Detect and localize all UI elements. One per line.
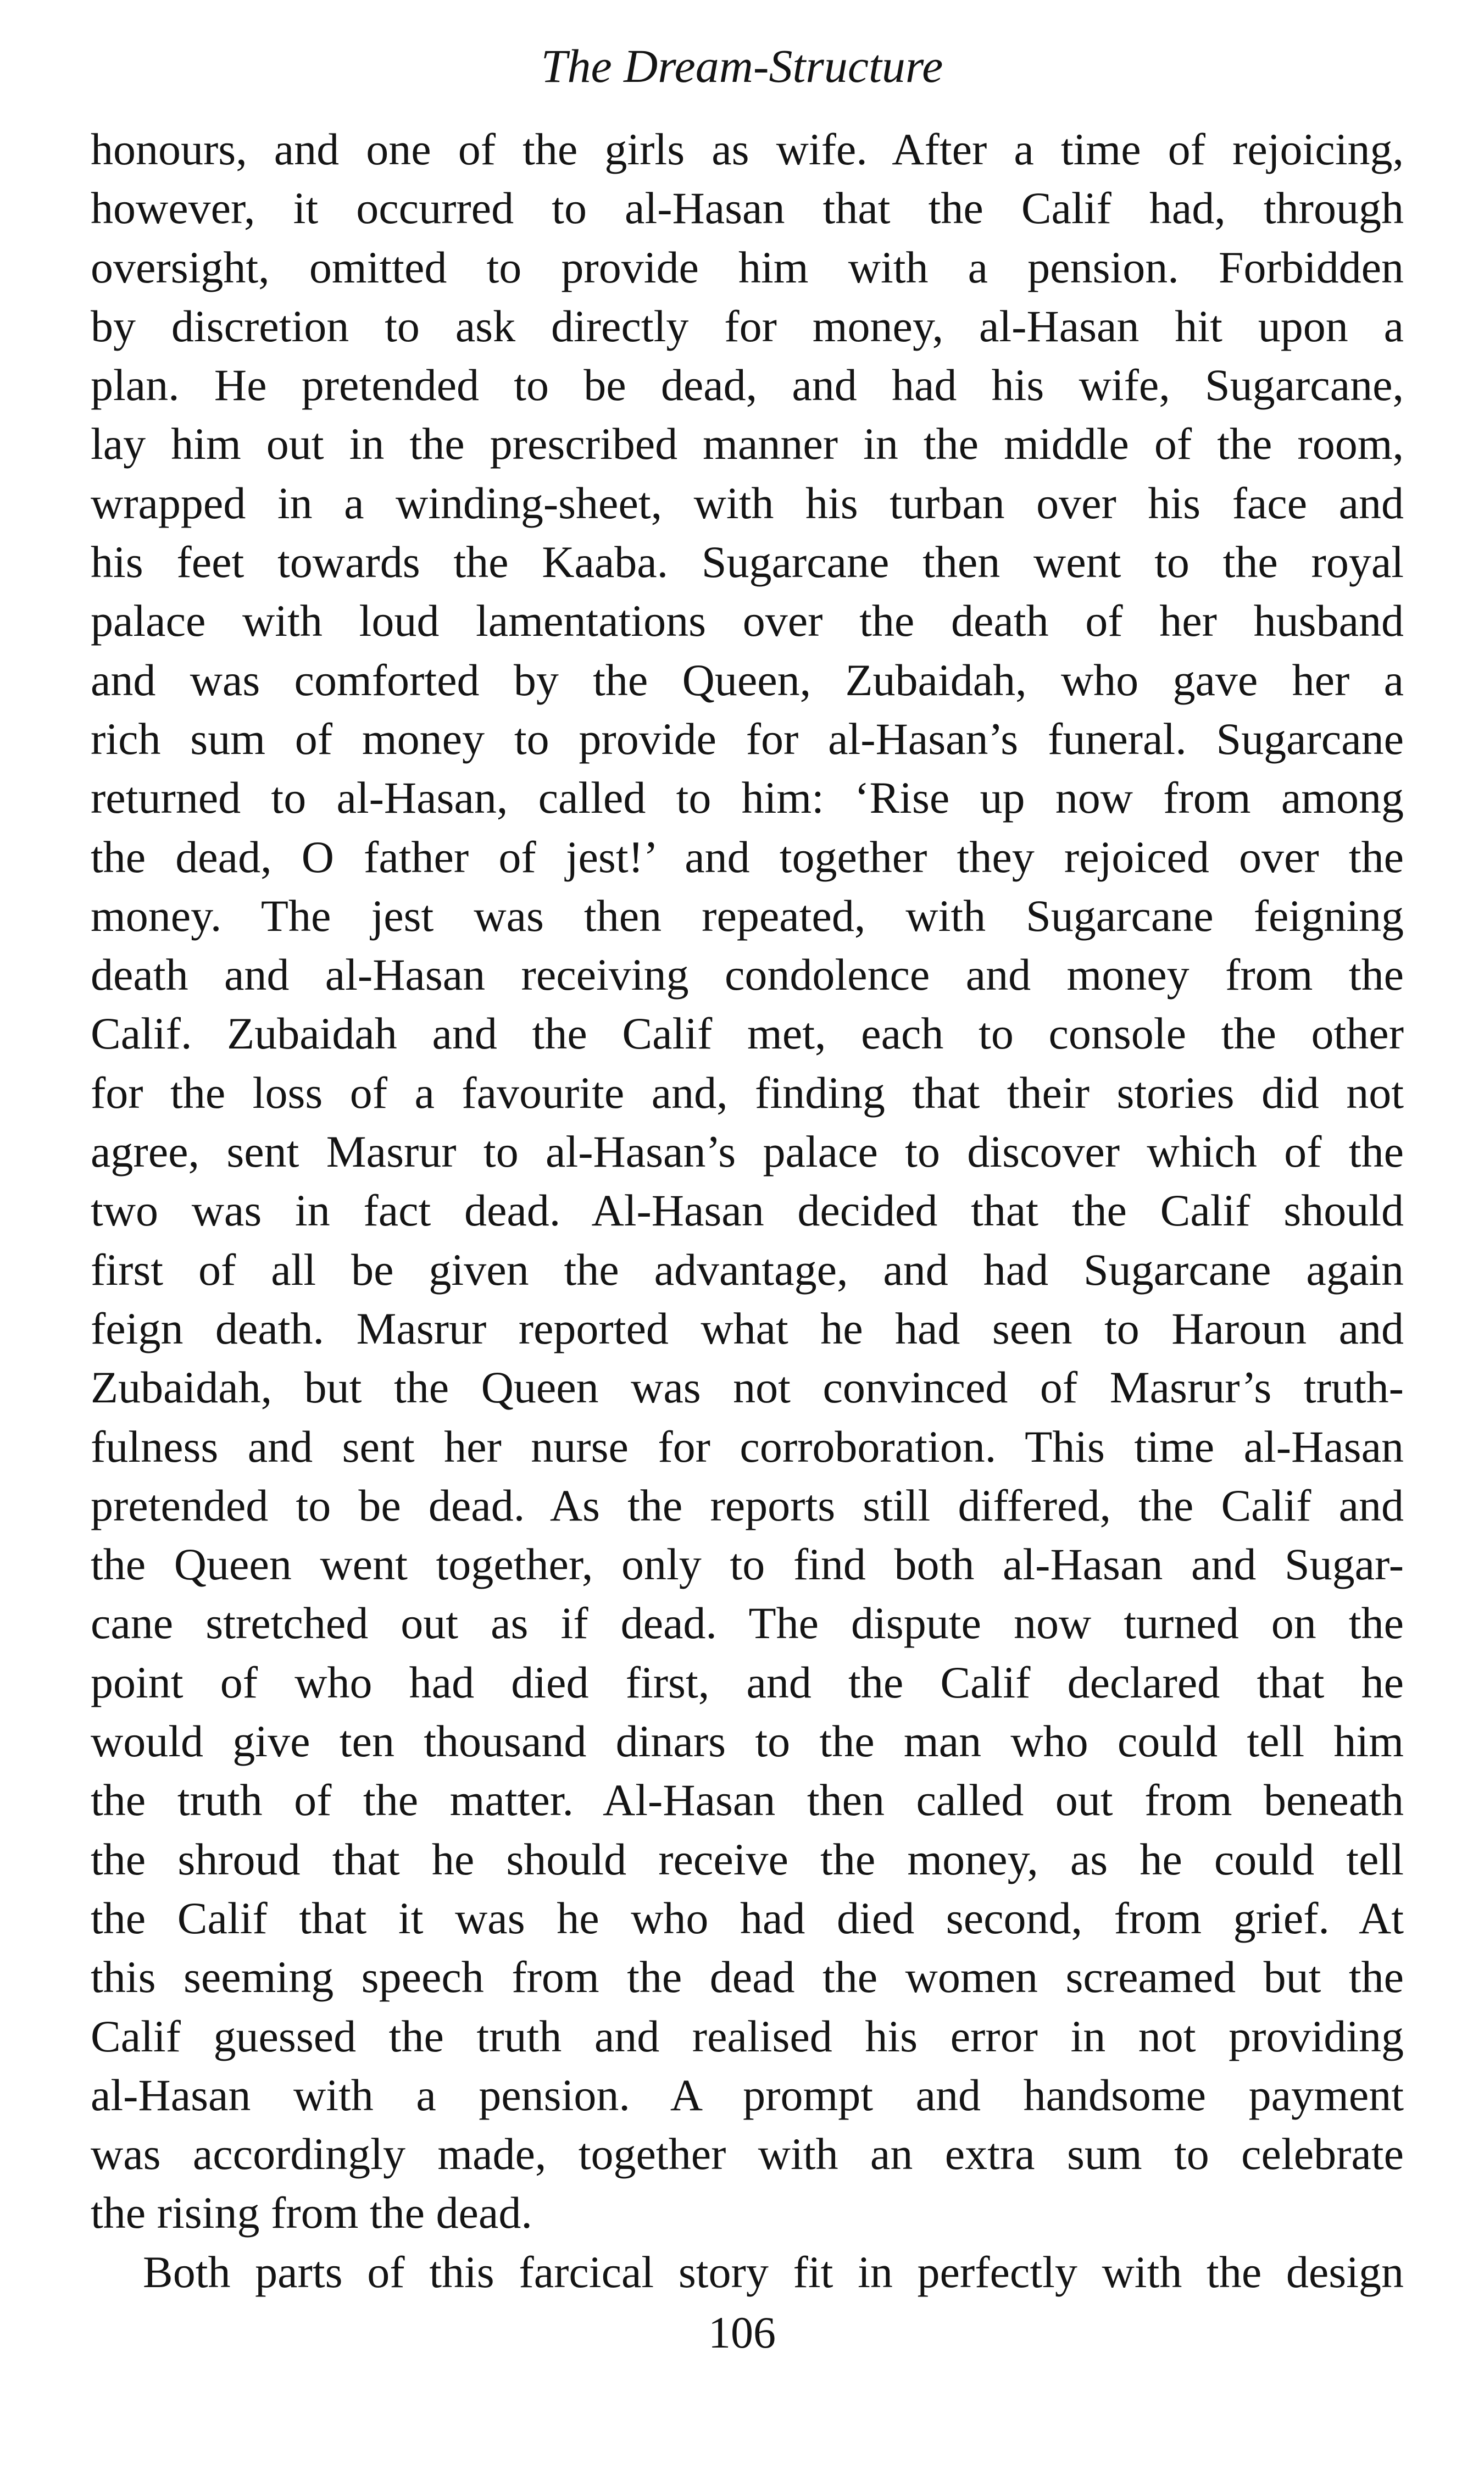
text-line: honours, and one of the girls as wife. After a time of rejoicing, [91, 124, 1404, 174]
text-line: death and al-Hasan receiving condolence and money from the [91, 950, 1404, 1000]
text-line: would give ten thousand dinars to the man who could tell him [91, 1716, 1404, 1767]
text-line: Calif guessed the truth and realised his error in not providing [91, 2011, 1404, 2061]
text-line: the dead, O father of jest!’ and together they rejoiced over the [91, 831, 1404, 882]
text-line: pretended to be dead. As the reports still differed, the Calif and [91, 1480, 1404, 1530]
text-line: money. The jest was then repeated, with Sugarcane feigning [91, 890, 1404, 941]
text-line: returned to al-Hasan, called to him: ‘Rise up now from among [91, 773, 1404, 823]
text-line: wrapped in a winding-sheet, with his turban over his face and [91, 478, 1404, 528]
text-line: Calif. Zubaidah and the Calif met, each to console the other [91, 1008, 1404, 1059]
text-line: palace with loud lamentations over the death of her husband [91, 596, 1404, 646]
paragraph-end-line: the rising from the dead. [91, 2188, 532, 2238]
text-line: the Queen went together, only to find both al-Hasan and Sugar- [91, 1539, 1404, 1590]
text-line: the Calif that it was he who had died second, from grief. At [91, 1893, 1404, 1943]
text-line: this seeming speech from the dead the women screamed but the [91, 1952, 1404, 2002]
text-line: was accordingly made, together with an extra sum to celebrate [91, 2129, 1404, 2179]
paragraph-start-line: Both parts of this farcical story fit in perfectly with the design [143, 2246, 1404, 2297]
text-line: two was in fact dead. Al-Hasan decided that the Calif should [91, 1185, 1404, 1236]
text-line: first of all be given the advantage, and had Sugarcane again [91, 1244, 1404, 1295]
text-line: al-Hasan with a pension. A prompt and handsome payment [91, 2069, 1404, 2120]
text-line: lay him out in the prescribed manner in the middle of the room, [91, 419, 1404, 469]
text-line: cane stretched out as if dead. The dispute now turned on the [91, 1598, 1404, 1649]
text-line: for the loss of a favourite and, finding that their stories did not [91, 1067, 1404, 1118]
body-text [91, 120, 1404, 2301]
text-line: and was comforted by the Queen, Zubaidah, who gave her a [91, 654, 1404, 705]
page-number: 106 [708, 2307, 776, 2357]
text-line: the shroud that he should receive the money, as he could tell [91, 1834, 1404, 1884]
text-line: point of who had died first, and the Calif declared that he [91, 1657, 1404, 1707]
text-line: the truth of the matter. Al-Hasan then called out from beneath [91, 1775, 1404, 1826]
text-line: oversight, omitted to provide him with a pension. Forbidden [91, 242, 1404, 292]
running-head: The Dream-Structure [541, 40, 943, 92]
text-line: Zubaidah, but the Queen was not convinced of Masrur’s truth- [91, 1362, 1404, 1413]
text-line: fulness and sent her nurse for corroboration. This time al-Hasan [91, 1421, 1404, 1472]
text-line: agree, sent Masrur to al-Hasan’s palace to discover which of the [91, 1127, 1404, 1177]
text-line: plan. He pretended to be dead, and had his wife, Sugarcane, [91, 360, 1404, 410]
text-line: however, it occurred to al-Hasan that the Calif had, through [91, 183, 1404, 234]
text-line: feign death. Masrur reported what he had seen to Haroun and [91, 1303, 1404, 1353]
text-line: by discretion to ask directly for money, al-Hasan hit upon a [91, 301, 1404, 351]
text-line: his feet towards the Kaaba. Sugarcane then went to the royal [91, 537, 1404, 587]
text-line: rich sum of money to provide for al-Hasan’s funeral. Sugarcane [91, 713, 1404, 764]
